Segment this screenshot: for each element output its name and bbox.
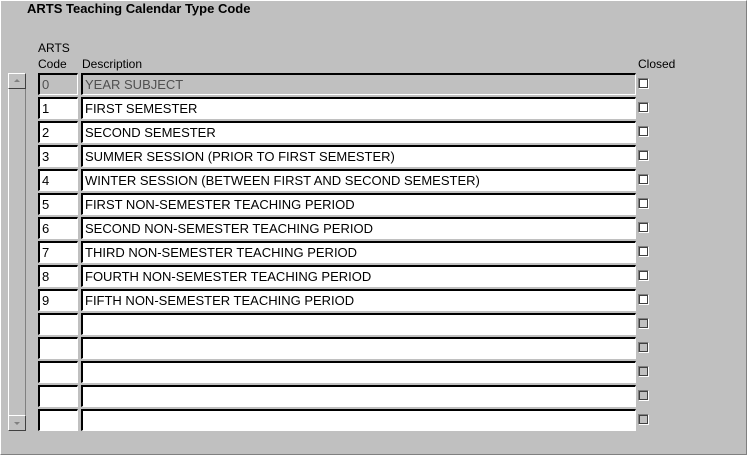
table-row [38,313,652,337]
table-row [38,73,652,97]
table-row [38,169,652,193]
table-row [38,385,652,409]
description-field[interactable]: FIRST NON-SEMESTER TEACHING PERIOD [81,193,636,215]
description-field[interactable] [81,313,636,335]
description-field[interactable]: SECOND NON-SEMESTER TEACHING PERIOD [81,217,636,239]
description-field[interactable]: FIFTH NON-SEMESTER TEACHING PERIOD [81,289,636,311]
arrow-down-icon [14,422,20,425]
closed-checkbox[interactable] [638,174,649,185]
table-row [38,145,652,169]
arrow-up-icon [14,79,20,82]
table-row [38,217,652,241]
closed-checkbox[interactable] [638,318,649,329]
scrollbar-track[interactable] [8,89,26,415]
scroll-down-button[interactable] [8,415,26,431]
table-row [38,265,652,289]
closed-checkbox[interactable] [638,390,649,401]
closed-checkbox[interactable] [638,102,649,113]
table-row [38,241,652,265]
code-field[interactable]: 6 [38,217,78,239]
description-field[interactable] [81,409,636,431]
closed-checkbox[interactable] [638,198,649,209]
description-field[interactable]: SUMMER SESSION (PRIOR TO FIRST SEMESTER) [81,145,636,167]
code-field[interactable] [38,337,78,359]
code-field[interactable]: 8 [38,265,78,287]
code-field[interactable]: 9 [38,289,78,311]
code-field[interactable]: 1 [38,97,78,119]
table-row [38,337,652,361]
description-field[interactable]: FOURTH NON-SEMESTER TEACHING PERIOD [81,265,636,287]
table-row [38,193,652,217]
closed-column-header: Closed [638,57,676,71]
closed-checkbox[interactable] [638,246,649,257]
table-row [38,97,652,121]
code-field[interactable] [38,385,78,407]
description-column-header: Description [82,57,143,71]
closed-checkbox[interactable] [638,222,649,233]
code-column-header-line2: Code [38,57,67,71]
closed-checkbox[interactable] [638,414,649,425]
vertical-scrollbar[interactable] [8,73,26,431]
description-field[interactable] [81,361,636,383]
code-column-header-line1: ARTS [38,41,70,55]
closed-checkbox[interactable] [638,270,649,281]
table-row [38,289,652,313]
closed-checkbox[interactable] [638,78,649,89]
description-field[interactable]: WINTER SESSION (BETWEEN FIRST AND SECOND SEMESTER) [81,169,636,191]
closed-checkbox[interactable] [638,294,649,305]
scroll-up-button[interactable] [8,73,26,89]
code-field[interactable] [38,313,78,335]
code-field[interactable]: 2 [38,121,78,143]
table-row [38,121,652,145]
code-field[interactable]: 5 [38,193,78,215]
closed-checkbox[interactable] [638,342,649,353]
code-field[interactable]: 4 [38,169,78,191]
description-field[interactable]: YEAR SUBJECT [81,73,636,95]
description-field[interactable]: FIRST SEMESTER [81,97,636,119]
description-field[interactable]: SECOND SEMESTER [81,121,636,143]
closed-checkbox[interactable] [638,150,649,161]
code-field[interactable]: 3 [38,145,78,167]
closed-checkbox[interactable] [638,126,649,137]
code-field[interactable] [38,361,78,383]
code-field[interactable]: 0 [38,73,78,95]
description-field[interactable] [81,385,636,407]
table-row [38,361,652,385]
code-field[interactable] [38,409,78,431]
code-field[interactable]: 7 [38,241,78,263]
window-title: ARTS Teaching Calendar Type Code [27,1,251,16]
description-field[interactable] [81,337,636,359]
description-field[interactable]: THIRD NON-SEMESTER TEACHING PERIOD [81,241,636,263]
table-row [38,409,652,433]
closed-checkbox[interactable] [638,366,649,377]
